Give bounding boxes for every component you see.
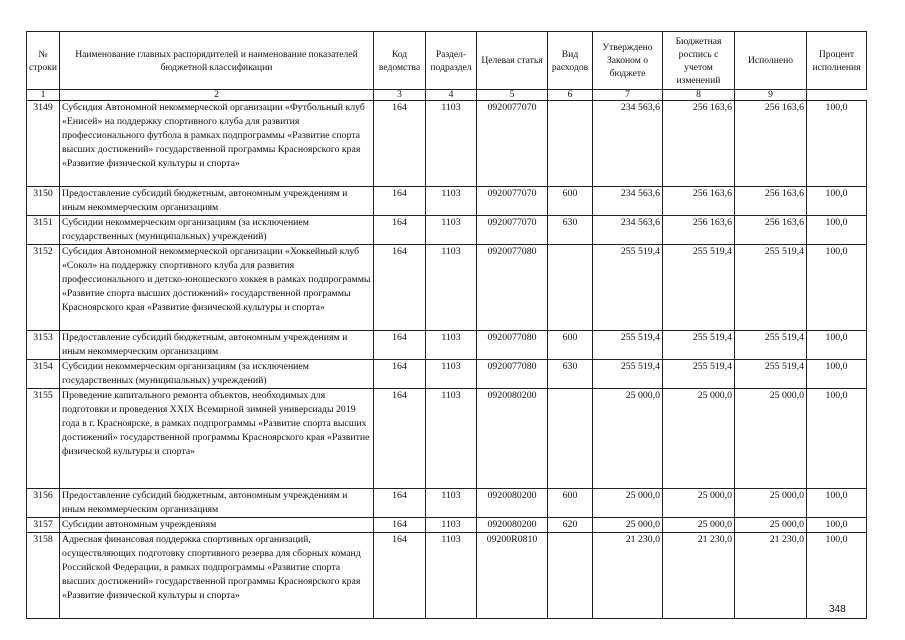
section-code: 1103 — [426, 518, 477, 533]
dept-code: 164 — [374, 187, 426, 216]
row-number: 3150 — [27, 187, 60, 216]
row-name: Субсидии автономным учреждениям — [60, 518, 374, 533]
execution-percent: 100,0 — [807, 533, 867, 619]
header-row — [27, 32, 867, 90]
column-number: 6 — [548, 90, 593, 101]
schedule-amount: 256 163,6 — [663, 216, 735, 245]
expense-type — [548, 245, 593, 331]
header-executed: Исполнено — [735, 32, 807, 90]
column-number: 8 — [663, 90, 735, 101]
approved-amount: 25 000,0 — [593, 518, 663, 533]
row-number: 3155 — [27, 389, 60, 489]
section-code: 1103 — [426, 187, 477, 216]
target-code: 0920077070 — [477, 101, 548, 187]
target-code: 0920077080 — [477, 245, 548, 331]
approved-amount: 234 563,6 — [593, 187, 663, 216]
row-name: Проведение капитального ремонта объектов, необходимых для подготовки и проведения XXIX Всемирной зимней универсиады 2019 года в г. Красноярске, в рамках подпрограммы «Развитие спорта высших достижений» государственной программы Красноярского края «Развитие физической культуры и спорта» — [60, 389, 374, 489]
expense-type: 630 — [548, 360, 593, 389]
dept-code: 164 — [374, 389, 426, 489]
section-code: 1103 — [426, 533, 477, 619]
header-approved: Утверждено Законом о бюджете — [593, 32, 663, 90]
section-code: 1103 — [426, 389, 477, 489]
table-row — [27, 101, 867, 187]
column-number: 3 — [374, 90, 426, 101]
executed-amount: 21 230,0 — [735, 533, 807, 619]
schedule-amount: 25 000,0 — [663, 518, 735, 533]
expense-type — [548, 533, 593, 619]
execution-percent: 100,0 — [807, 331, 867, 360]
approved-amount: 25 000,0 — [593, 489, 663, 518]
row-name: Субсидия Автономной некоммерческой организации «Хоккейный клуб «Сокол» на поддержку спортивного клуба для развития профессионального и детско-юношеского хоккея в рамках подпрограммы «Развитие спорта высших достижений» государственной программы Красноярского края «Развитие физической культуры и спорта» — [60, 245, 374, 331]
target-code: 0920077070 — [477, 216, 548, 245]
execution-percent: 100,0 — [807, 101, 867, 187]
table-row — [27, 533, 867, 619]
row-number: 3156 — [27, 489, 60, 518]
column-number-row — [27, 90, 867, 101]
expense-type — [548, 389, 593, 489]
schedule-amount: 25 000,0 — [663, 389, 735, 489]
executed-amount: 25 000,0 — [735, 518, 807, 533]
column-number: 5 — [477, 90, 548, 101]
schedule-amount: 21 230,0 — [663, 533, 735, 619]
table-row — [27, 216, 867, 245]
target-code: 0920077080 — [477, 360, 548, 389]
expense-type — [548, 101, 593, 187]
section-code: 1103 — [426, 360, 477, 389]
column-number: 7 — [593, 90, 663, 101]
execution-percent: 100,0 — [807, 518, 867, 533]
approved-amount: 25 000,0 — [593, 389, 663, 489]
row-number: 3153 — [27, 331, 60, 360]
row-number: 3158 — [27, 533, 60, 619]
column-number: 4 — [426, 90, 477, 101]
target-code: 09200R0810 — [477, 533, 548, 619]
schedule-amount: 255 519,4 — [663, 245, 735, 331]
expense-type: 620 — [548, 518, 593, 533]
dept-code: 164 — [374, 518, 426, 533]
table-row — [27, 518, 867, 533]
header-target: Целевая статья — [477, 32, 548, 90]
section-code: 1103 — [426, 245, 477, 331]
budget-table — [26, 31, 867, 619]
column-number: 2 — [60, 90, 374, 101]
executed-amount: 255 519,4 — [735, 245, 807, 331]
row-number: 3149 — [27, 101, 60, 187]
row-name: Субсидии некоммерческим организациям (за исключением государственных (муниципальных) учреждений) — [60, 216, 374, 245]
header-percent: Процент исполнения — [807, 32, 867, 90]
row-number: 3152 — [27, 245, 60, 331]
schedule-amount: 255 519,4 — [663, 331, 735, 360]
table-row — [27, 489, 867, 518]
section-code: 1103 — [426, 216, 477, 245]
header-section: Раздел-подраздел — [426, 32, 477, 90]
row-name: Субсидия Автономной некоммерческой организации «Футбольный клуб «Енисей» на поддержку спортивного клуба для развития профессионального футбола в рамках подпрограммы «Развитие спорта высших достижений» государственной программы Красноярского края «Развитие физической культуры и спорта» — [60, 101, 374, 187]
column-number: 9 — [735, 90, 807, 101]
executed-amount: 25 000,0 — [735, 389, 807, 489]
section-code: 1103 — [426, 101, 477, 187]
executed-amount: 255 519,4 — [735, 331, 807, 360]
approved-amount: 21 230,0 — [593, 533, 663, 619]
row-name: Предоставление субсидий бюджетным, автономным учреждениям и иным некоммерческим организациям — [60, 331, 374, 360]
page-number: 348 — [829, 604, 846, 615]
expense-type: 630 — [548, 216, 593, 245]
dept-code: 164 — [374, 245, 426, 331]
dept-code: 164 — [374, 489, 426, 518]
dept-code: 164 — [374, 101, 426, 187]
schedule-amount: 255 519,4 — [663, 360, 735, 389]
column-number: 1 — [27, 90, 60, 101]
row-number: 3151 — [27, 216, 60, 245]
target-code: 0920080200 — [477, 489, 548, 518]
table-row — [27, 389, 867, 489]
expense-type: 600 — [548, 489, 593, 518]
execution-percent: 100,0 — [807, 216, 867, 245]
table-row — [27, 187, 867, 216]
schedule-amount: 256 163,6 — [663, 187, 735, 216]
approved-amount: 255 519,4 — [593, 331, 663, 360]
dept-code: 164 — [374, 533, 426, 619]
executed-amount: 256 163,6 — [735, 101, 807, 187]
target-code: 0920080200 — [477, 389, 548, 489]
approved-amount: 234 563,6 — [593, 101, 663, 187]
header-exp-type: Вид расходов — [548, 32, 593, 90]
row-name: Предоставление субсидий бюджетным, автономным учреждениям и иным некоммерческим организациям — [60, 187, 374, 216]
execution-percent: 100,0 — [807, 360, 867, 389]
table-row — [27, 331, 867, 360]
row-name: Адресная финансовая поддержка спортивных организаций, осуществляющих подготовку спортивного резерва для сборных команд Российской Федерации, в рамках подпрограммы «Развитие спорта высших достижений» государственной программы Красноярского края «Развитие физической культуры и спорта» — [60, 533, 374, 619]
row-name: Субсидии некоммерческим организациям (за исключением государственных (муниципальных) учреждений) — [60, 360, 374, 389]
executed-amount: 25 000,0 — [735, 489, 807, 518]
executed-amount: 255 519,4 — [735, 360, 807, 389]
execution-percent: 100,0 — [807, 245, 867, 331]
executed-amount: 256 163,6 — [735, 216, 807, 245]
row-number: 3157 — [27, 518, 60, 533]
target-code: 0920080200 — [477, 518, 548, 533]
table-row — [27, 245, 867, 331]
section-code: 1103 — [426, 489, 477, 518]
target-code: 0920077070 — [477, 187, 548, 216]
expense-type: 600 — [548, 331, 593, 360]
execution-percent: 100,0 — [807, 187, 867, 216]
schedule-amount: 25 000,0 — [663, 489, 735, 518]
section-code: 1103 — [426, 331, 477, 360]
execution-percent: 100,0 — [807, 389, 867, 489]
header-name: Наименование главных распорядителей и наименование показателей бюджетной классификации — [60, 32, 374, 90]
header-row-no: № строки — [27, 32, 60, 90]
schedule-amount: 256 163,6 — [663, 101, 735, 187]
dept-code: 164 — [374, 331, 426, 360]
dept-code: 164 — [374, 360, 426, 389]
approved-amount: 255 519,4 — [593, 245, 663, 331]
header-schedule: Бюджетная роспись с учетом изменений — [663, 32, 735, 90]
executed-amount: 256 163,6 — [735, 187, 807, 216]
target-code: 0920077080 — [477, 331, 548, 360]
approved-amount: 255 519,4 — [593, 360, 663, 389]
approved-amount: 234 563,6 — [593, 216, 663, 245]
expense-type: 600 — [548, 187, 593, 216]
execution-percent: 100,0 — [807, 489, 867, 518]
row-name: Предоставление субсидий бюджетным, автономным учреждениям и иным некоммерческим организациям — [60, 489, 374, 518]
table-row — [27, 360, 867, 389]
dept-code: 164 — [374, 216, 426, 245]
row-number: 3154 — [27, 360, 60, 389]
header-dept-code: Код ведомства — [374, 32, 426, 90]
